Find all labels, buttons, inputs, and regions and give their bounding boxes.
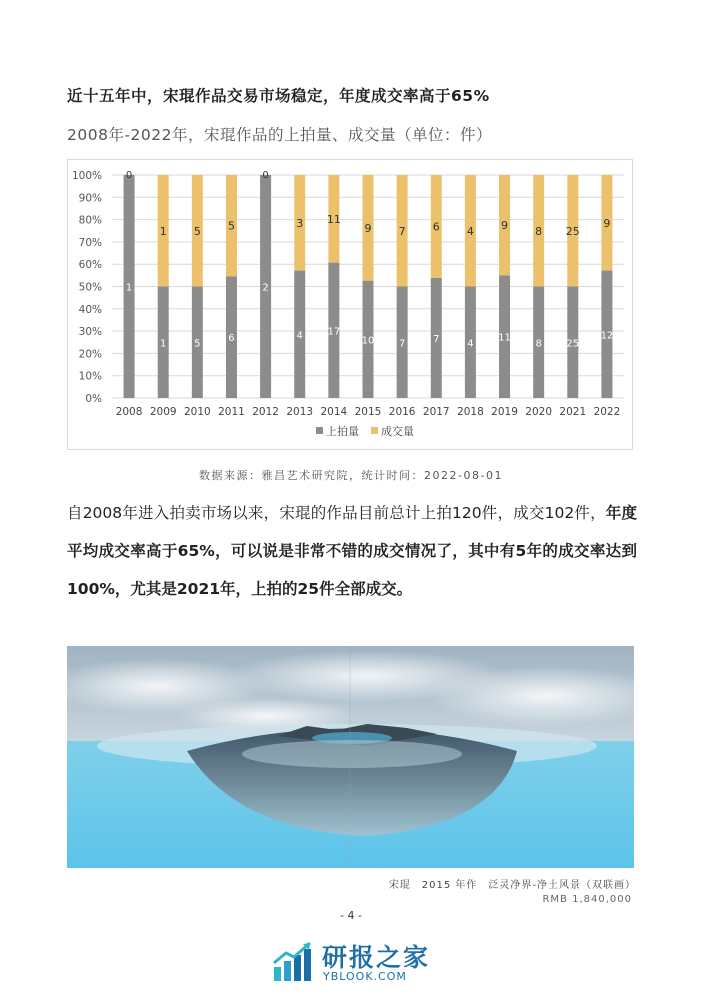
data-label: 7	[398, 224, 406, 238]
x-tick-label: 2016	[388, 406, 416, 418]
data-source-note: 数据来源：雅昌艺术研究院，统计时间：2022-08-01	[199, 469, 503, 482]
x-tick-label: 2013	[286, 406, 314, 418]
data-label: 7	[433, 333, 440, 345]
legend-label: 成交量	[381, 425, 414, 438]
data-label: 1	[125, 282, 133, 294]
data-label: 4	[296, 330, 303, 342]
data-label: 5	[193, 224, 201, 238]
y-tick-label: 40%	[78, 303, 102, 316]
chart-title: 2008年-2022年，宋琨作品的上拍量、成交量（单位：件）	[67, 126, 492, 144]
x-tick-label: 2022	[593, 406, 621, 418]
data-label: 9	[603, 216, 611, 230]
section-heading: 近十五年中，宋琨作品交易市场稳定，年度成交率高于65%	[67, 87, 490, 105]
y-tick-label: 100%	[71, 170, 102, 182]
data-label: 25	[565, 224, 580, 238]
x-tick-label: 2018	[457, 406, 484, 418]
bar-chart-logo-icon	[272, 941, 316, 983]
stacked-bar-chart	[67, 159, 633, 450]
data-label: 17	[327, 326, 341, 338]
x-tick-label: 2014	[320, 406, 348, 418]
x-tick-label: 2010	[183, 406, 211, 418]
artwork-caption: 宋琨 2015 年作 泛灵净界-净土风景（双联画）	[388, 880, 636, 891]
site-logo[interactable]	[272, 939, 442, 987]
page-number: - 4 -	[340, 909, 362, 922]
logo-text-en: YBLOOK.COM	[323, 970, 407, 983]
y-tick-label: 20%	[78, 348, 102, 361]
x-tick-label: 2009	[149, 406, 177, 418]
data-label: 6	[228, 333, 235, 345]
data-label: 5	[227, 219, 235, 233]
data-label: 3	[296, 216, 304, 230]
data-label: 11	[326, 212, 341, 226]
data-label: 11	[498, 332, 511, 344]
data-label: 9	[364, 221, 372, 235]
data-label: 4	[466, 224, 474, 238]
x-tick-label: 2011	[218, 406, 245, 418]
y-tick-label: 0%	[85, 393, 102, 405]
data-label: 25	[566, 338, 580, 350]
y-tick-label: 10%	[78, 370, 102, 383]
data-label: 1	[160, 338, 167, 350]
body-paragraph	[67, 494, 637, 608]
x-tick-label: 2017	[422, 406, 450, 418]
chart-svg	[68, 160, 634, 451]
x-tick-label: 2020	[525, 406, 553, 418]
x-tick-label: 2019	[491, 406, 518, 418]
logo-text-cn: 研报之家	[322, 943, 431, 972]
x-tick-label: 2015	[354, 406, 382, 418]
data-label: 4	[467, 338, 474, 350]
y-tick-label: 30%	[78, 326, 102, 339]
data-label: 9	[501, 219, 509, 233]
legend-label: 上拍量	[326, 425, 359, 438]
data-label: 12	[600, 330, 614, 342]
legend-swatch	[316, 427, 323, 434]
artwork-image	[67, 646, 634, 868]
data-label: 8	[535, 224, 543, 238]
x-tick-label: 2012	[252, 406, 279, 418]
data-label: 10	[361, 335, 375, 347]
data-label: 1	[159, 224, 167, 238]
y-tick-label: 80%	[78, 214, 102, 227]
y-tick-label: 90%	[78, 192, 102, 205]
data-label: 8	[535, 338, 542, 350]
y-tick-label: 60%	[78, 259, 102, 272]
y-tick-label: 70%	[78, 236, 102, 249]
data-label: 5	[194, 338, 201, 350]
x-tick-label: 2008	[115, 406, 143, 418]
body-paragraph-part1: 自2008年进入拍卖市场以来，宋琨的作品目前总计上拍120件，成交102件，	[67, 504, 606, 522]
data-label: 0	[125, 170, 133, 181]
legend-swatch	[371, 427, 378, 434]
data-label: 6	[432, 220, 440, 234]
data-label: 0	[262, 170, 269, 181]
body-paragraph-part2: 年度平均成交率高于65%，可以说是非常不错的成交情况了，其中有5年的成交率达到100%，尤其是2021年，上拍的25件全部成交。	[67, 504, 637, 598]
artwork-price: RMB 1,840,000	[542, 894, 632, 905]
data-label: 7	[398, 338, 406, 350]
x-tick-label: 2021	[559, 406, 587, 418]
y-tick-label: 50%	[78, 281, 102, 294]
data-label: 2	[262, 282, 269, 294]
